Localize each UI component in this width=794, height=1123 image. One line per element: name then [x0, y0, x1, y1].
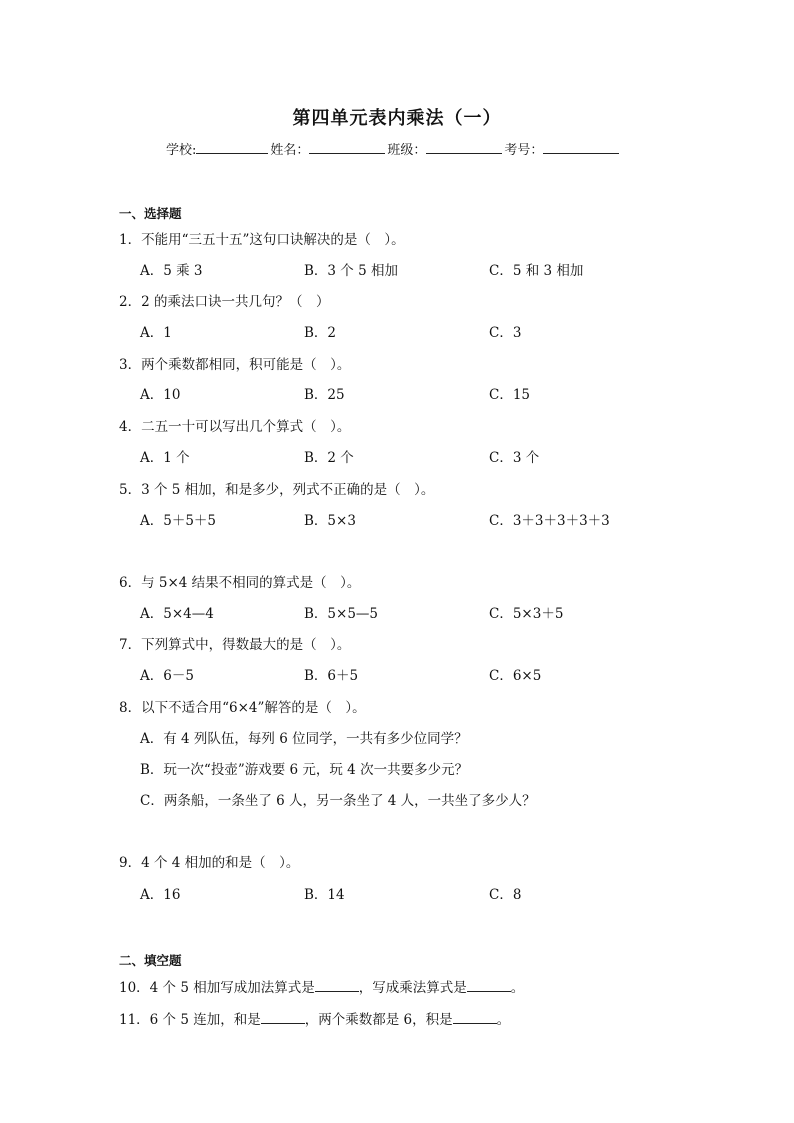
question-8: 8．以下不适合用“6×4”解答的是（ ）。 — [119, 700, 366, 716]
question-8-option-c[interactable]: C．两条船，一条坐了 6 人，另一条坐了 4 人，一共坐了多少人？ — [140, 793, 536, 809]
answer-blank[interactable] — [261, 1011, 305, 1024]
student-info-row — [166, 139, 621, 158]
question-11-text-3: 。 — [496, 1012, 511, 1028]
school-blank[interactable] — [196, 139, 268, 154]
class-label: 班级： — [387, 143, 427, 158]
answer-blank[interactable] — [453, 1011, 497, 1024]
question-8-option-b[interactable]: B．玩一次“投壶”游戏要 6 元，玩 4 次一共要多少元？ — [140, 762, 469, 778]
exam-number-label: 考号： — [504, 143, 544, 158]
option-a[interactable]: A．1 个 — [140, 450, 190, 466]
question-2: 2．2 的乘法口诀一共几句？（ ） — [119, 294, 330, 310]
question-10-text-2: ，写成乘法算式是 — [358, 980, 467, 996]
question-7: 7．下列算式中，得数最大的是（ ）。 — [119, 637, 351, 653]
option-c[interactable]: C．3 个 — [489, 450, 540, 466]
question-11-text-2: ，两个乘数都是 6，积是 — [304, 1012, 453, 1028]
question-10-text-1: 10．4 个 5 相加写成加法算式是 — [119, 980, 315, 996]
option-a[interactable]: A．6－5 — [140, 668, 194, 684]
question-1-options — [140, 259, 760, 277]
answer-blank[interactable] — [467, 979, 511, 992]
option-b[interactable]: B．25 — [304, 387, 345, 403]
question-9: 9．4 个 4 相加的和是（ ）。 — [119, 855, 300, 871]
question-11 — [119, 1008, 510, 1028]
class-blank[interactable] — [426, 139, 502, 154]
question-4-options — [140, 446, 760, 464]
question-2-options — [140, 321, 760, 339]
question-10 — [119, 976, 524, 996]
section-heading-fill: 二、填空题 — [119, 953, 182, 968]
option-b[interactable]: B．6＋5 — [304, 668, 359, 684]
question-11-text-1: 11．6 个 5 连加，和是 — [119, 1012, 261, 1028]
option-a[interactable]: A．5＋5＋5 — [140, 513, 217, 529]
option-c[interactable]: C．3 — [489, 325, 522, 341]
option-b[interactable]: B．2 — [304, 325, 337, 341]
option-b[interactable]: B．5×5—5 — [304, 606, 378, 622]
option-c[interactable]: C．8 — [489, 887, 522, 903]
name-blank[interactable] — [309, 139, 385, 154]
option-a[interactable]: A．5 乘 3 — [140, 263, 203, 279]
option-c[interactable]: C．5×3＋5 — [489, 606, 564, 622]
question-3-options — [140, 383, 760, 401]
school-label: 学校: — [166, 143, 197, 158]
option-a[interactable]: A．10 — [140, 387, 181, 403]
option-a[interactable]: A．5×4—4 — [140, 606, 214, 622]
question-10-text-3: 。 — [510, 980, 525, 996]
question-6: 6．与 5×4 结果不相同的算式是（ ）。 — [119, 575, 361, 591]
option-c[interactable]: C．6×5 — [489, 668, 542, 684]
option-b[interactable]: B．5×3 — [304, 513, 356, 529]
question-4: 4．二五一十可以写出几个算式（ ）。 — [119, 419, 351, 435]
name-label: 姓名： — [270, 143, 310, 158]
question-9-options — [140, 883, 760, 901]
section-heading-choice: 一、选择题 — [119, 206, 182, 221]
page-title: 第四单元表内乘法（一） — [292, 108, 502, 129]
option-c[interactable]: C．3＋3＋3＋3＋3 — [489, 513, 610, 529]
question-1: 1．不能用“三五十五”这句口诀解决的是（ ）。 — [119, 232, 405, 248]
option-c[interactable]: C．15 — [489, 387, 531, 403]
answer-blank[interactable] — [315, 979, 359, 992]
question-8-option-a[interactable]: A．有 4 列队伍，每列 6 位同学，一共有多少位同学？ — [140, 731, 468, 747]
question-3: 3．两个乘数都相同，积可能是（ ）。 — [119, 357, 351, 373]
option-b[interactable]: B．3 个 5 相加 — [304, 263, 398, 279]
exam-number-blank[interactable] — [543, 139, 619, 154]
option-a[interactable]: A．1 — [140, 325, 172, 341]
option-b[interactable]: B．2 个 — [304, 450, 354, 466]
question-7-options — [140, 664, 760, 682]
option-c[interactable]: C．5 和 3 相加 — [489, 263, 584, 279]
question-6-options — [140, 602, 760, 620]
question-5: 5．3 个 5 相加，和是多少，列式不正确的是（ ）。 — [119, 482, 435, 498]
option-b[interactable]: B．14 — [304, 887, 345, 903]
option-a[interactable]: A．16 — [140, 887, 181, 903]
question-5-options — [140, 509, 760, 527]
